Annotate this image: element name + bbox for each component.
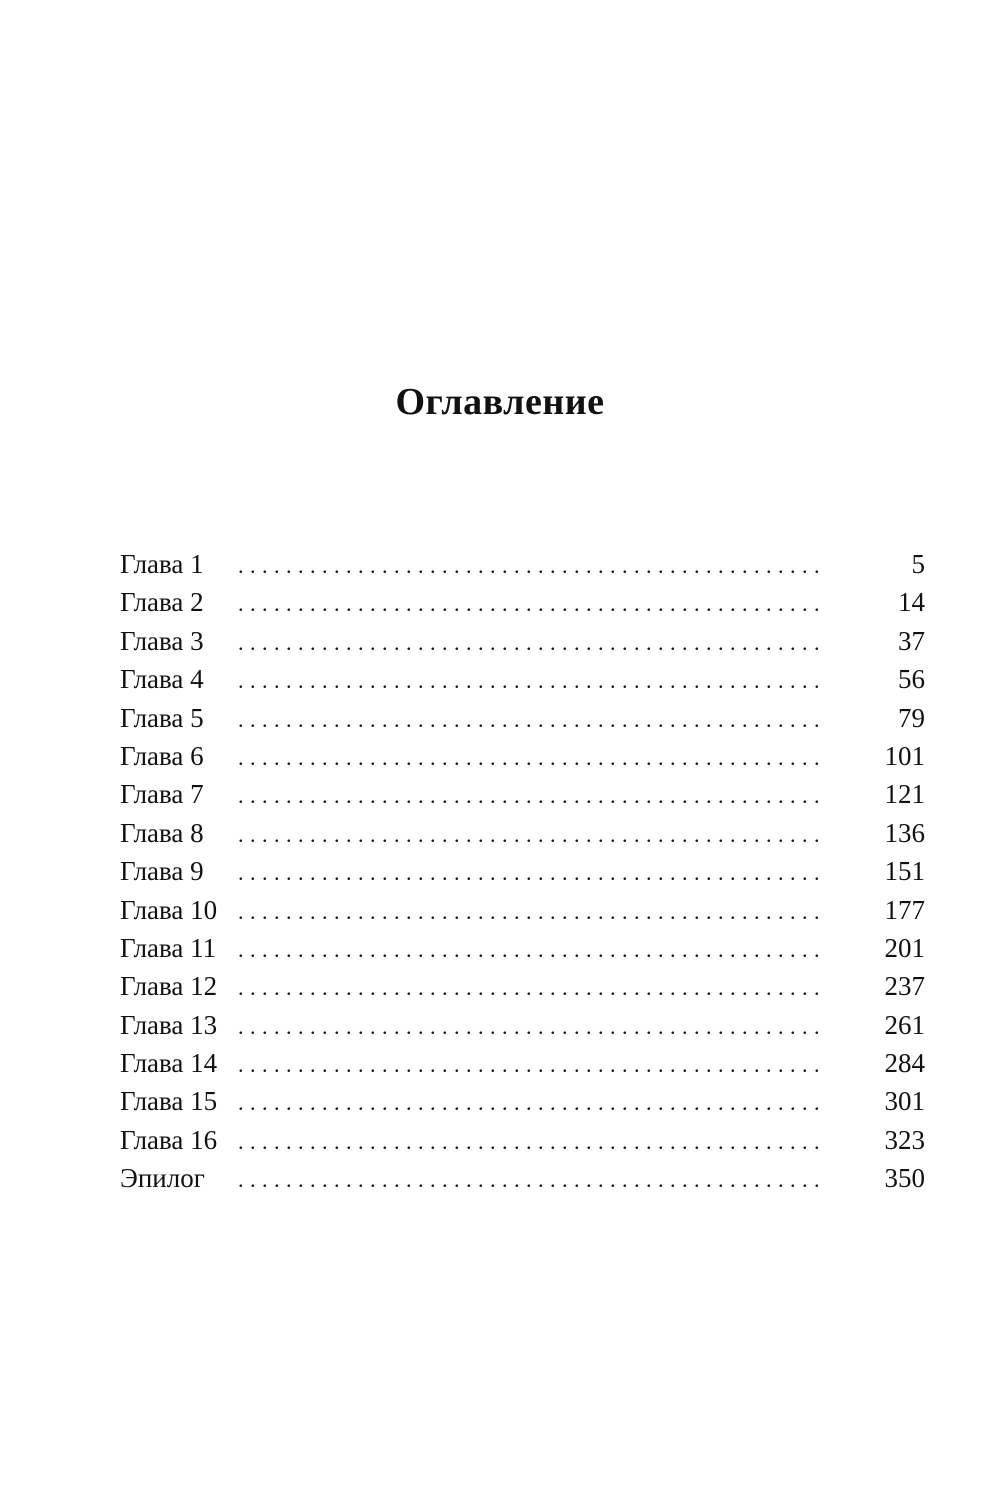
toc-entry-page: 136: [884, 817, 925, 848]
toc-entry: [120, 775, 925, 813]
toc-entry-page: 121: [884, 779, 925, 810]
toc-entry-page: 56: [898, 664, 925, 695]
toc-entry: [120, 622, 925, 660]
toc-entry: [120, 1006, 925, 1044]
toc-entry-page: 177: [884, 894, 925, 925]
toc-entry: [120, 852, 925, 890]
toc-entry-label: Глава 2: [120, 587, 204, 618]
toc-entry: [120, 814, 925, 852]
toc-entry: [120, 891, 925, 929]
toc-entry-page: 261: [884, 1009, 925, 1040]
toc-entry: [120, 1159, 925, 1197]
dot-leader: [238, 739, 825, 777]
toc-entry-label: Глава 3: [120, 625, 204, 656]
page-title: Оглавление: [395, 381, 605, 423]
toc-entry-label: Глава 5: [120, 702, 204, 733]
toc-entry: [120, 660, 925, 698]
toc-entry-page: 350: [884, 1163, 925, 1194]
toc-entry-label: Глава 14: [120, 1048, 218, 1079]
toc-entry-page: 323: [884, 1124, 925, 1155]
toc-entry-label: Глава 6: [120, 740, 204, 771]
toc-entry-page: 301: [884, 1086, 925, 1117]
dot-leader: [238, 816, 825, 854]
toc-entry: [120, 929, 925, 967]
toc-entry-label: Глава 4: [120, 664, 204, 695]
dot-leader: [238, 969, 825, 1007]
toc-entry: [120, 1082, 925, 1120]
dot-leader: [238, 662, 825, 700]
dot-leader: [238, 1084, 825, 1122]
toc-entry: [120, 737, 925, 775]
toc-entry-label: Глава 9: [120, 856, 204, 887]
toc-entry-page: 14: [898, 587, 925, 618]
toc-entry: [120, 699, 925, 737]
toc-entry-page: 201: [884, 932, 925, 963]
dot-leader: [238, 1123, 825, 1161]
dot-leader: [238, 931, 825, 969]
toc-entry-label: Глава 7: [120, 779, 204, 810]
toc-entry-label: Эпилог: [120, 1163, 205, 1194]
toc-entry-label: Глава 13: [120, 1009, 218, 1040]
toc-entry-page: 237: [884, 971, 925, 1002]
toc-entry: [120, 545, 925, 583]
dot-leader: [238, 547, 825, 585]
toc-entry-label: Глава 15: [120, 1086, 218, 1117]
toc-entry-label: Глава 10: [120, 894, 218, 925]
toc-entry-label: Глава 1: [120, 549, 204, 579]
toc-entry-page: 79: [898, 702, 925, 733]
toc-entry-page: 284: [884, 1048, 925, 1079]
toc-entry-label: Глава 12: [120, 971, 218, 1002]
dot-leader: [238, 585, 825, 623]
toc-entry: [120, 1044, 925, 1082]
toc-entry-page: 37: [898, 625, 925, 656]
toc-entry-page: 101: [884, 740, 925, 771]
toc-entry-page: 151: [884, 856, 925, 887]
dot-leader: [238, 1046, 825, 1084]
toc-entry: [120, 967, 925, 1005]
dot-leader: [238, 701, 825, 739]
toc-entry-label: Глава 16: [120, 1124, 218, 1155]
dot-leader: [238, 1008, 825, 1046]
toc-entry-label: Глава 8: [120, 817, 204, 848]
toc-entry: [120, 583, 925, 621]
toc-entry-page: 5: [911, 549, 925, 579]
dot-leader: [238, 893, 825, 931]
toc-entry-label: Глава 11: [120, 932, 217, 963]
dot-leader: [238, 777, 825, 815]
table-of-contents: [120, 545, 925, 1198]
dot-leader: [238, 854, 825, 892]
dot-leader: [238, 1161, 825, 1199]
toc-entry: [120, 1121, 925, 1159]
dot-leader: [238, 624, 825, 662]
